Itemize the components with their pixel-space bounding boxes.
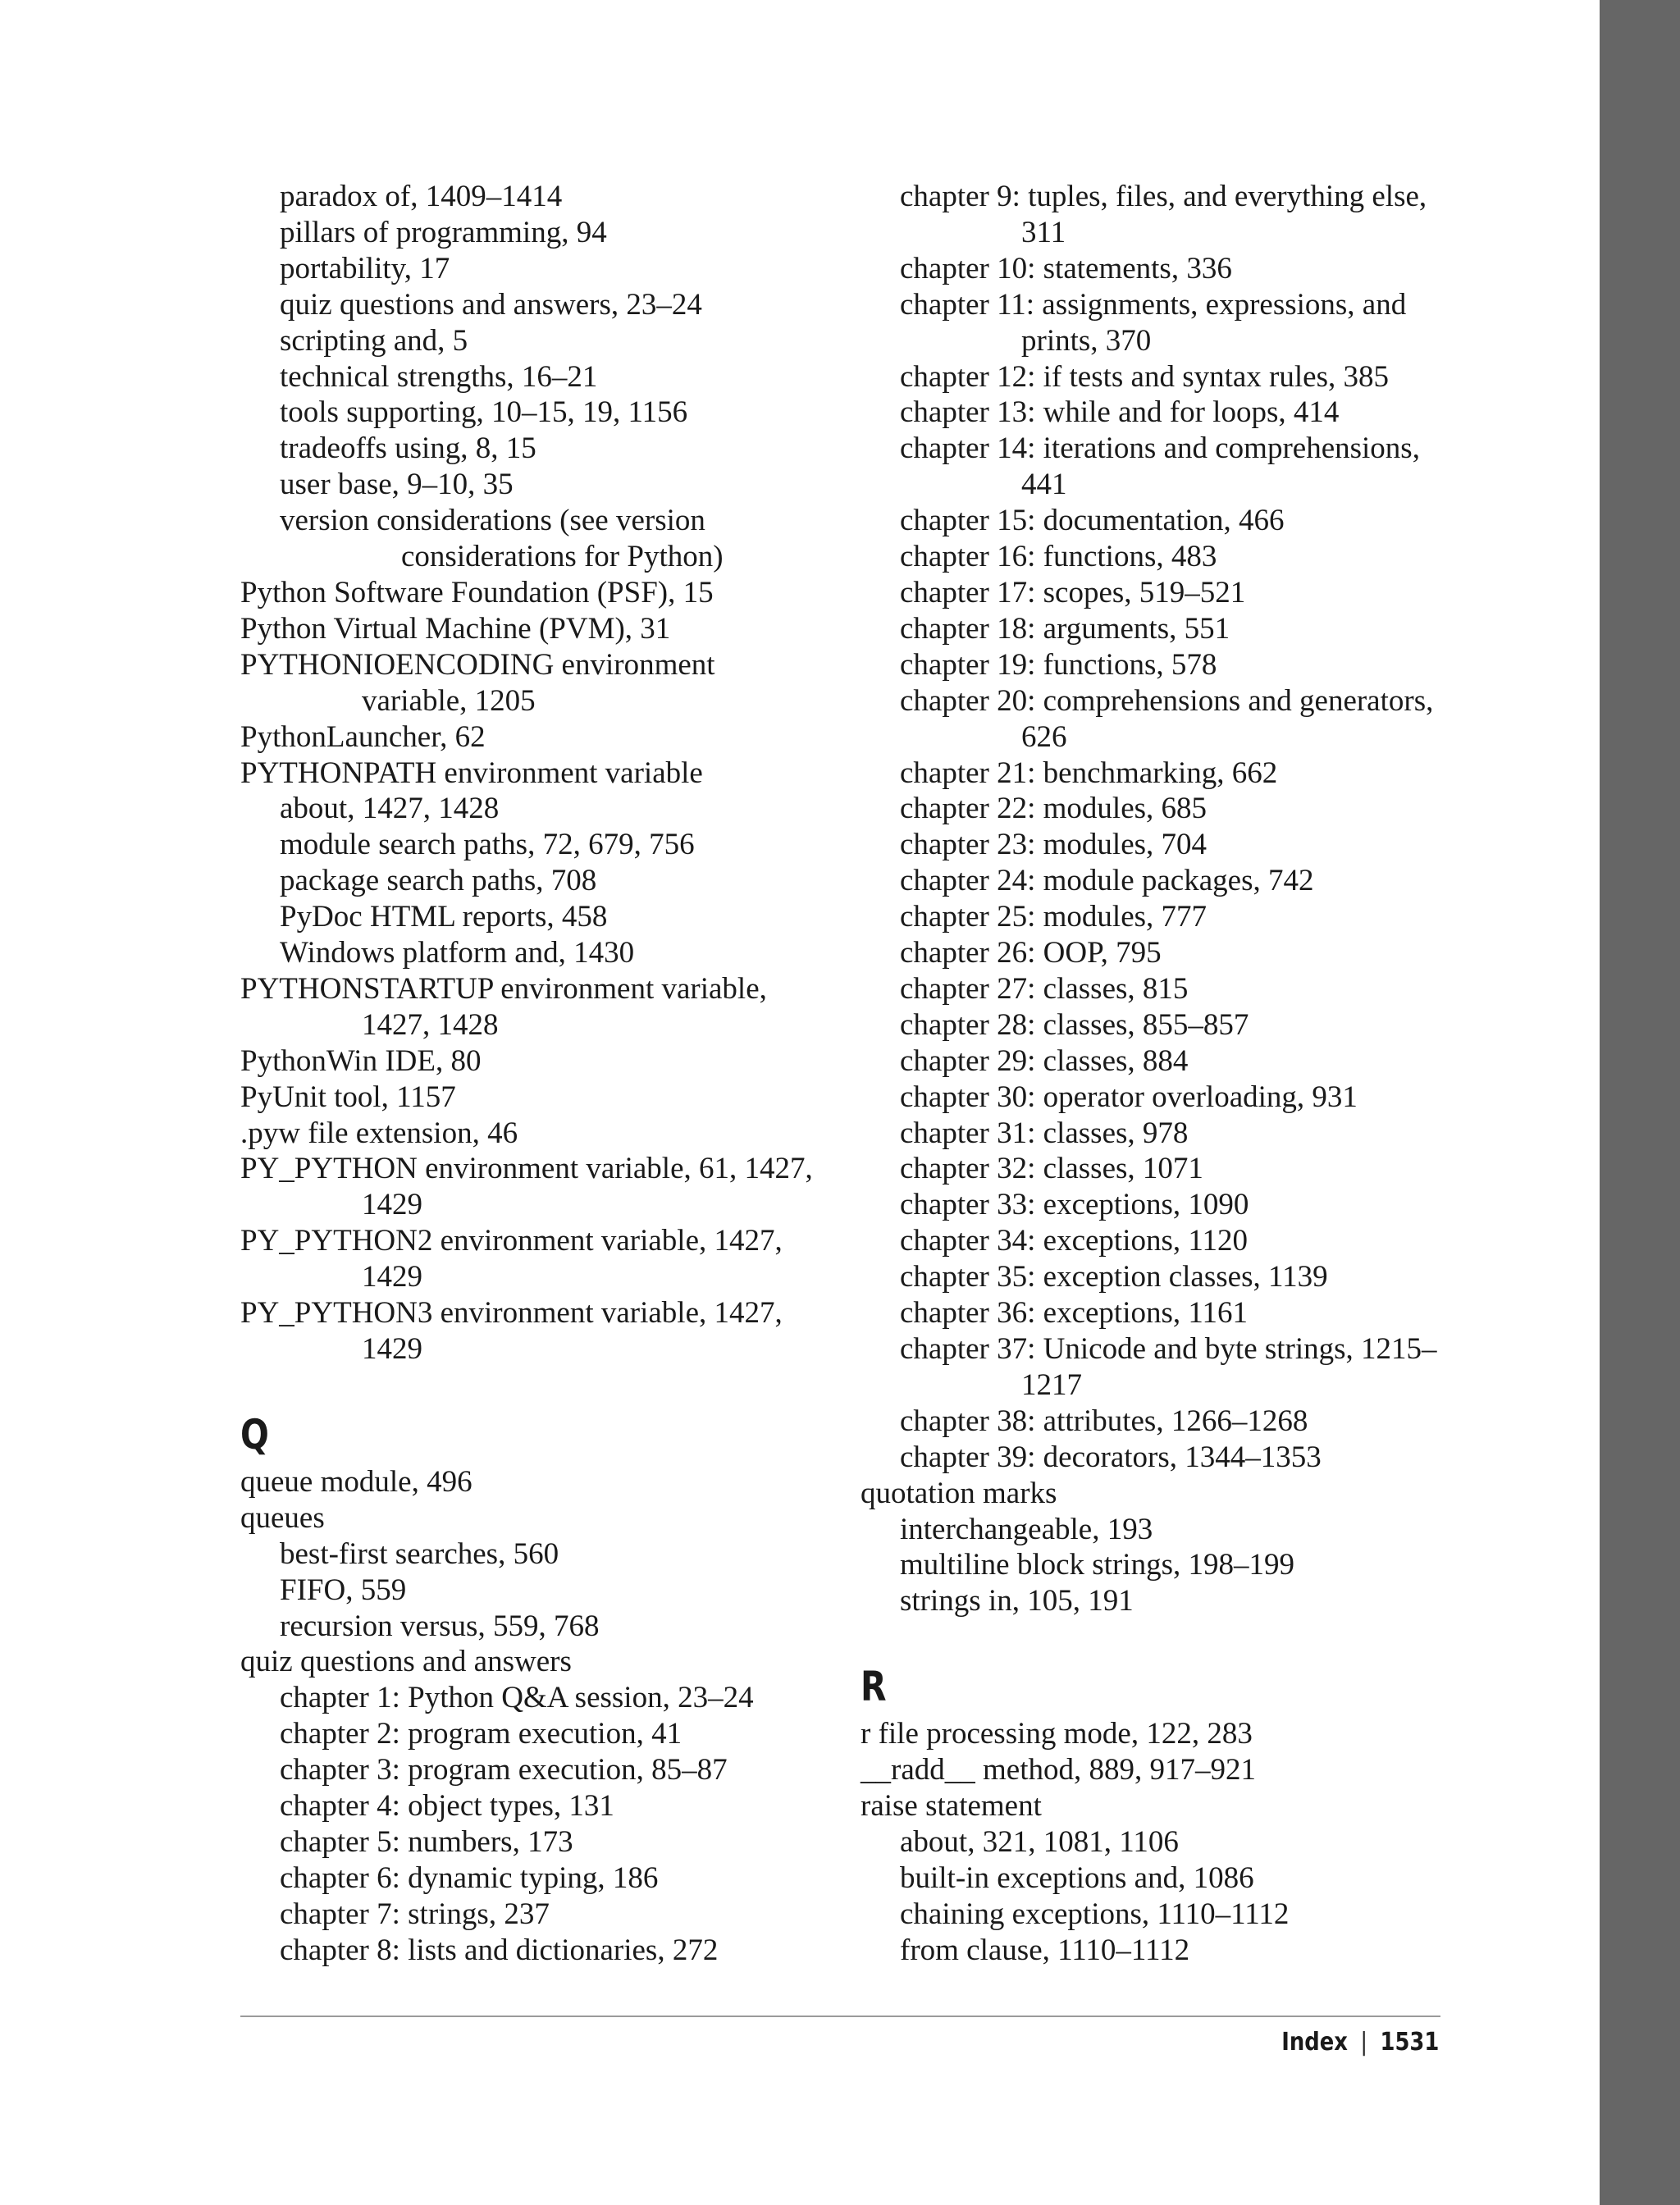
entry-text: tradeoffs using, 8, 15 xyxy=(280,431,536,466)
entry-text: chapter 5: numbers, 173 xyxy=(280,1824,573,1859)
index-subentry xyxy=(861,1860,1451,1897)
entry-text: chapter 32: classes, 1071 xyxy=(900,1152,1203,1186)
index-entry xyxy=(240,971,864,1043)
index-subentry xyxy=(861,1295,1451,1331)
index-subentry xyxy=(861,1440,1451,1476)
entry-text: chapter 25: modules, 777 xyxy=(900,900,1208,934)
entry-text: queue module, 496 xyxy=(240,1464,472,1499)
entry-text: PY_PYTHON3 environment variable, 1427, xyxy=(240,1296,783,1331)
index-subentry xyxy=(861,1259,1451,1295)
index-subentry xyxy=(861,1043,1451,1080)
index-subentry xyxy=(861,431,1451,503)
entry-text: chapter 34: exceptions, 1120 xyxy=(900,1224,1249,1258)
entry-text: best-first searches, 560 xyxy=(280,1536,559,1571)
entry-text: about, 1427, 1428 xyxy=(280,792,500,826)
entry-text: PY_PYTHON2 environment variable, 1427, xyxy=(240,1224,783,1258)
index-subentry xyxy=(861,827,1451,863)
index-subentry xyxy=(861,395,1451,431)
entry-text: queues xyxy=(240,1500,325,1535)
entry-text: quiz questions and answers, 23–24 xyxy=(280,287,702,322)
index-subentry xyxy=(861,1512,1451,1548)
entry-text: chapter 1: Python Q&A session, 23–24 xyxy=(280,1681,754,1715)
entry-text: chapter 15: documentation, 466 xyxy=(900,504,1285,538)
entry-text: recursion versus, 559, 768 xyxy=(280,1609,600,1643)
entry-text: paradox of, 1409–1414 xyxy=(280,180,563,213)
index-subentry xyxy=(240,503,864,575)
entry-text: Python Virtual Machine (PVM), 31 xyxy=(240,611,671,646)
index-entry xyxy=(861,1788,1451,1824)
entry-text: chapter 35: exception classes, 1139 xyxy=(900,1260,1328,1294)
entry-text: chapter 27: classes, 815 xyxy=(900,971,1189,1006)
index-subentry xyxy=(861,1583,1451,1619)
entry-text: technical strengths, 16–21 xyxy=(280,359,598,394)
entry-text: Python Software Foundation (PSF), 15 xyxy=(240,575,714,609)
index-subentry xyxy=(240,1716,864,1752)
entry-continuation: 1429 xyxy=(362,1332,422,1366)
entry-text: chapter 24: module packages, 742 xyxy=(900,864,1314,898)
index-subentry xyxy=(861,899,1451,935)
index-entry xyxy=(240,575,864,611)
index-subentry xyxy=(240,395,864,431)
index-subentry xyxy=(861,359,1451,395)
index-subentry xyxy=(240,935,864,971)
entry-text: chapter 30: operator overloading, 931 xyxy=(900,1080,1358,1114)
index-subentry xyxy=(861,503,1451,539)
entry-text: multiline block strings, 198–199 xyxy=(900,1548,1294,1582)
entry-text: r file processing mode, 122, 283 xyxy=(861,1717,1253,1751)
entry-text: chapter 39: decorators, 1344–1353 xyxy=(900,1440,1322,1474)
entry-text: scripting and, 5 xyxy=(280,323,468,358)
entry-text: interchangeable, 193 xyxy=(900,1512,1153,1546)
index-subentry xyxy=(861,683,1451,756)
entry-text: chapter 14: iterations and comprehensions, xyxy=(900,431,1420,466)
index-column-right xyxy=(861,179,1451,1969)
page-edge-bar xyxy=(1600,0,1680,2205)
entry-text: chapter 22: modules, 685 xyxy=(900,792,1208,826)
index-entry xyxy=(240,1151,864,1223)
index-entry xyxy=(240,1043,864,1080)
entry-continuation: 626 xyxy=(1021,719,1067,754)
entry-text: package search paths, 708 xyxy=(280,864,597,898)
index-subentry xyxy=(861,971,1451,1007)
entry-text: quiz questions and answers xyxy=(240,1645,572,1679)
index-subentry xyxy=(240,1824,864,1860)
page-footer xyxy=(1281,2028,1439,2057)
index-subentry xyxy=(861,1933,1451,1969)
entry-text: chapter 16: functions, 483 xyxy=(900,540,1217,574)
index-subentry xyxy=(240,1680,864,1716)
index-subentry xyxy=(861,611,1451,647)
index-subentry xyxy=(240,1536,864,1573)
index-subentry xyxy=(861,935,1451,971)
index-entry xyxy=(240,1500,864,1536)
entry-text: .pyw file extension, 46 xyxy=(240,1116,518,1150)
footer-rule xyxy=(240,2016,1440,2017)
index-subentry xyxy=(861,287,1451,359)
entry-text: chapter 19: functions, 578 xyxy=(900,647,1217,682)
entry-continuation: 1217 xyxy=(1021,1367,1082,1402)
entry-text: Windows platform and, 1430 xyxy=(280,936,635,970)
entry-text: chapter 36: exceptions, 1161 xyxy=(900,1296,1249,1331)
index-subentry xyxy=(240,215,864,251)
entry-continuation: considerations for Python) xyxy=(401,540,724,574)
entry-text: __radd__ method, 889, 917–921 xyxy=(861,1753,1256,1787)
entry-continuation: prints, 370 xyxy=(1021,323,1152,358)
index-subentry xyxy=(861,1007,1451,1043)
index-entry xyxy=(861,1716,1451,1752)
index-subentry xyxy=(861,1151,1451,1187)
index-entry xyxy=(240,1223,864,1295)
index-subentry xyxy=(240,1933,864,1969)
index-subentry xyxy=(861,1331,1451,1404)
entry-text: version considerations (see version xyxy=(280,504,705,538)
entry-text: chapter 29: classes, 884 xyxy=(900,1043,1189,1078)
index-entry xyxy=(240,1080,864,1116)
entry-text: chapter 28: classes, 855–857 xyxy=(900,1007,1249,1042)
index-subentry xyxy=(240,467,864,503)
index-subentry xyxy=(861,1547,1451,1583)
entry-text: chapter 6: dynamic typing, 186 xyxy=(280,1860,659,1895)
entry-text: chapter 7: strings, 237 xyxy=(280,1897,550,1931)
entry-text: PYTHONPATH environment variable xyxy=(240,756,703,790)
entry-text: chapter 4: object types, 131 xyxy=(280,1789,614,1824)
index-entry xyxy=(861,1476,1451,1512)
entry-text: FIFO, 559 xyxy=(280,1573,407,1607)
entry-text: about, 321, 1081, 1106 xyxy=(900,1824,1179,1859)
entry-text: chapter 23: modules, 704 xyxy=(900,828,1208,862)
page-number: 1531 xyxy=(1380,2028,1439,2057)
entry-text: PYTHONSTARTUP environment variable, xyxy=(240,971,767,1006)
index-entry xyxy=(240,719,864,756)
index-entry xyxy=(240,647,864,719)
entry-text: chapter 10: statements, 336 xyxy=(900,251,1232,285)
entry-text: PythonWin IDE, 80 xyxy=(240,1043,482,1078)
index-subentry xyxy=(240,791,864,827)
index-subentry xyxy=(240,1788,864,1824)
index-subentry xyxy=(240,431,864,467)
entry-text: PythonLauncher, 62 xyxy=(240,719,486,754)
entry-text: strings in, 105, 191 xyxy=(900,1584,1134,1618)
index-subentry xyxy=(240,287,864,323)
entry-text: PYTHONIOENCODING environment xyxy=(240,647,715,682)
section-letter-heading: R xyxy=(861,1663,887,1711)
index-subentry xyxy=(861,1897,1451,1933)
entry-text: chapter 31: classes, 978 xyxy=(900,1116,1189,1150)
entry-text: chapter 3: program execution, 85–87 xyxy=(280,1753,728,1787)
index-subentry xyxy=(240,323,864,359)
index-subentry xyxy=(240,251,864,287)
index-subentry xyxy=(861,575,1451,611)
entry-text: PyUnit tool, 1157 xyxy=(240,1080,456,1114)
index-subentry xyxy=(861,1116,1451,1152)
index-subentry xyxy=(240,1897,864,1933)
entry-text: chapter 38: attributes, 1266–1268 xyxy=(900,1404,1308,1438)
entry-text: PyDoc HTML reports, 458 xyxy=(280,900,608,934)
entry-text: portability, 17 xyxy=(280,251,450,285)
entry-text: quotation marks xyxy=(861,1476,1057,1510)
entry-continuation: variable, 1205 xyxy=(362,683,536,718)
entry-text: built-in exceptions and, 1086 xyxy=(900,1860,1254,1895)
footer-section-label: Index xyxy=(1281,2028,1348,2057)
entry-continuation: 1429 xyxy=(362,1260,422,1294)
index-entry xyxy=(240,1116,864,1152)
index-subentry xyxy=(861,791,1451,827)
entry-text: chapter 26: OOP, 795 xyxy=(900,936,1162,970)
entry-text: chapter 37: Unicode and byte strings, 1215– xyxy=(900,1332,1437,1366)
entry-text: chapter 20: comprehensions and generators, xyxy=(900,683,1434,718)
index-subentry xyxy=(240,863,864,899)
index-subentry xyxy=(240,1752,864,1788)
index-subentry xyxy=(861,863,1451,899)
entry-text: chapter 17: scopes, 519–521 xyxy=(900,575,1246,609)
entry-text: chapter 8: lists and dictionaries, 272 xyxy=(280,1933,719,1967)
entry-text: chapter 21: benchmarking, 662 xyxy=(900,756,1278,790)
index-subentry xyxy=(861,179,1451,251)
entry-text: pillars of programming, 94 xyxy=(280,215,607,249)
entry-text: from clause, 1110–1112 xyxy=(900,1933,1190,1967)
index-subentry xyxy=(240,1573,864,1609)
entry-text: chapter 9: tuples, files, and everything else, xyxy=(900,180,1427,213)
entry-continuation: 311 xyxy=(1021,215,1066,249)
index-entry xyxy=(861,1752,1451,1788)
index-subentry xyxy=(861,1187,1451,1223)
index-subentry xyxy=(240,179,864,215)
entry-text: chapter 12: if tests and syntax rules, 385 xyxy=(900,359,1389,394)
entry-continuation: 1427, 1428 xyxy=(362,1007,499,1042)
entry-text: module search paths, 72, 679, 756 xyxy=(280,828,695,862)
entry-text: chapter 11: assignments, expressions, and xyxy=(900,287,1407,322)
entry-continuation: 1429 xyxy=(362,1188,422,1222)
index-entry xyxy=(240,1295,864,1367)
index-subentry xyxy=(861,647,1451,683)
index-column-left xyxy=(240,179,864,1969)
index-entry xyxy=(240,611,864,647)
entry-text: chapter 18: arguments, 551 xyxy=(900,611,1230,646)
section-letter-heading: Q xyxy=(240,1410,269,1459)
index-subentry xyxy=(240,1609,864,1645)
index-subentry xyxy=(861,1824,1451,1860)
index-subentry xyxy=(861,1223,1451,1259)
index-subentry xyxy=(861,1080,1451,1116)
index-subentry xyxy=(240,359,864,395)
index-subentry xyxy=(240,1860,864,1897)
entry-text: user base, 9–10, 35 xyxy=(280,468,514,502)
entry-text: chapter 33: exceptions, 1090 xyxy=(900,1188,1249,1222)
entry-text: tools supporting, 10–15, 19, 1156 xyxy=(280,395,688,430)
entry-text: raise statement xyxy=(861,1789,1042,1824)
entry-continuation: 441 xyxy=(1021,468,1067,502)
footer-separator: | xyxy=(1360,2028,1367,2057)
index-subentry xyxy=(861,756,1451,792)
index-subentry xyxy=(861,251,1451,287)
index-entry xyxy=(240,756,864,792)
index-subentry xyxy=(240,827,864,863)
entry-text: chapter 13: while and for loops, 414 xyxy=(900,395,1340,430)
index-subentry xyxy=(861,1404,1451,1440)
index-entry xyxy=(240,1464,864,1500)
index-entry xyxy=(240,1644,864,1680)
entry-text: chaining exceptions, 1110–1112 xyxy=(900,1897,1290,1931)
entry-text: PY_PYTHON environment variable, 61, 1427, xyxy=(240,1152,813,1186)
entry-text: chapter 2: program execution, 41 xyxy=(280,1717,682,1751)
index-subentry xyxy=(861,539,1451,575)
index-subentry xyxy=(240,899,864,935)
